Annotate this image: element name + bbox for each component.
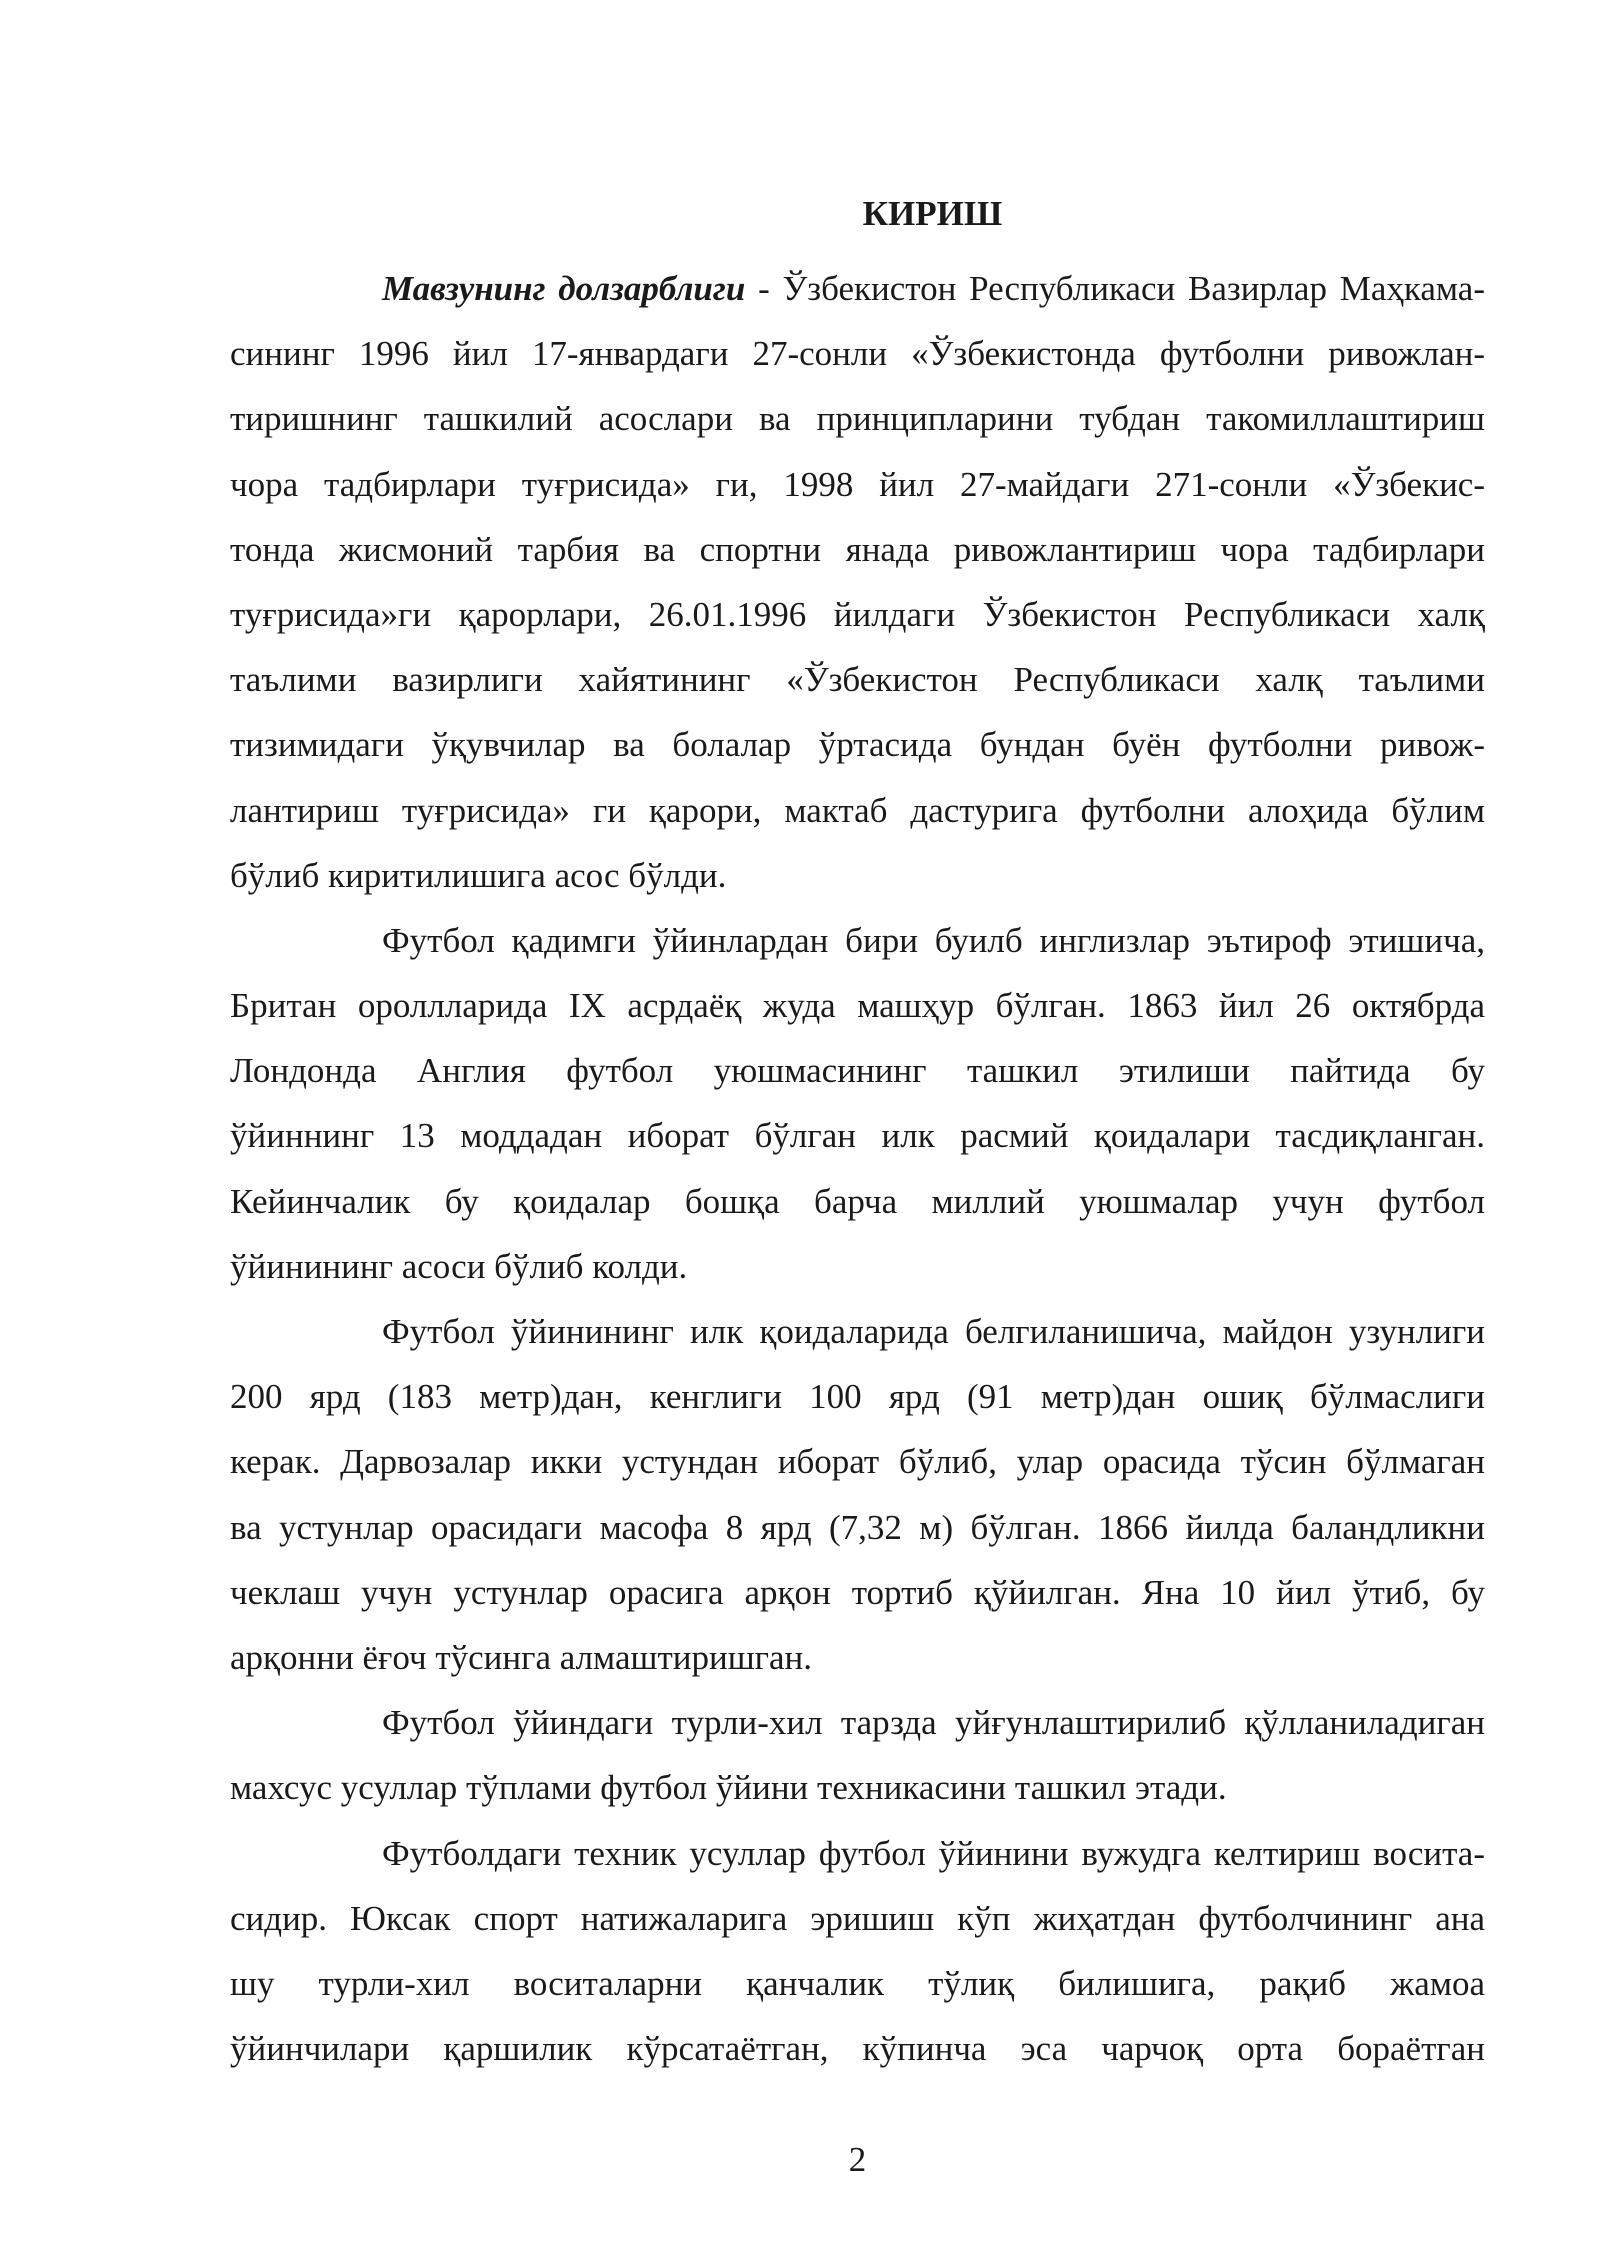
lead-phrase: Мавзунинг долзарблиги	[382, 269, 746, 308]
text-line	[230, 2016, 1485, 2081]
text-line	[230, 517, 1485, 582]
line-text: 200 ярд (183 метр)дан, кенглиги 100 ярд (91 метр)дан ошиқ бўлмаслиги	[230, 1377, 1485, 1417]
line-text: шу турли-хил воситаларни қанчалик тўлиқ билишига, рақиб жамоа	[230, 1963, 1485, 2003]
line-text: ўйинининг асоси бўлиб колди.	[230, 1246, 688, 1286]
line-text: арқонни ёғоч тўсинга алмаштиришган.	[230, 1637, 813, 1677]
line-text: сидир. Юксак спорт натижаларига эришиш кўп жиҳатдан футболчининг ана	[230, 1898, 1485, 1938]
body-text	[230, 256, 1485, 2081]
paragraph	[230, 1821, 1485, 2082]
text-line	[230, 1234, 1485, 1299]
text-line	[230, 1951, 1485, 2016]
text-line	[230, 1038, 1485, 1103]
line-text: - Ўзбекистон Республикаси Вазирлар Маҳкама-	[745, 269, 1485, 308]
paragraph	[230, 1690, 1485, 1820]
page-title: КИРИШ	[862, 194, 1003, 233]
paragraph	[230, 256, 1485, 908]
text-line	[230, 1103, 1485, 1168]
text-line	[230, 582, 1485, 647]
text-line	[230, 973, 1485, 1038]
text-line	[230, 1169, 1485, 1234]
line-text: тиришнинг ташкилий асослари ва принципларини тубдан такомиллаштириш	[230, 399, 1485, 439]
text-line	[230, 778, 1485, 843]
line-text: сининг 1996 йил 17-январдаги 27-сонли «Ўзбекистонда футболни ривожлан-	[230, 334, 1485, 374]
text-line	[230, 321, 1485, 386]
line-text: туғрисида»ги қарорлари, 26.01.1996 йилдаги Ўзбекистон Республикаси халқ	[230, 594, 1485, 634]
line-text: Футболдаги техник усуллар футбол ўйинини вужудга келтириш восита-	[382, 1833, 1485, 1873]
text-line	[230, 843, 1485, 908]
text-line	[230, 1625, 1485, 1690]
document-page	[230, 190, 1485, 2081]
line-text: Футбол қадимги ўйинлардан бири буилб инглизлар эътироф этишича,	[382, 920, 1485, 960]
line-text: ўйиннинг 13 моддадан иборат бўлган илк расмий қоидалари тасдиқланган.	[230, 1116, 1485, 1156]
text-line	[230, 1429, 1485, 1494]
line-text: махсус усуллар тўплами футбол ўйини техникасини ташкил этади.	[230, 1768, 1227, 1808]
text-line	[230, 1886, 1485, 1951]
paragraph	[230, 908, 1485, 1299]
text-line	[230, 1364, 1485, 1429]
line-text: керак. Дарвозалар икки устундан иборат бўлиб, улар орасида тўсин бўлмаган	[230, 1442, 1485, 1482]
text-line	[230, 1755, 1485, 1820]
line-text: лантириш туғрисида» ги қарори, мактаб дастурига футболни алоҳида бўлим	[230, 790, 1485, 830]
text-line	[230, 908, 1485, 973]
text-line	[230, 1690, 1485, 1755]
text-line	[230, 1821, 1485, 1886]
line-text: чеклаш учун устунлар орасига арқон тортиб қўйилган. Яна 10 йил ўтиб, бу	[230, 1572, 1485, 1612]
line-text: ва устунлар орасидаги масофа 8 ярд (7,32 м) бўлган. 1866 йилда баландликни	[230, 1507, 1485, 1547]
text-line	[230, 712, 1485, 777]
paragraph	[230, 1299, 1485, 1690]
text-line	[230, 1560, 1485, 1625]
line-text: Кейинчалик бу қоидалар бошқа барча миллий уюшмалар учун футбол	[230, 1181, 1485, 1221]
page-number: 2	[848, 2140, 867, 2179]
line-text: таълими вазирлиги хайятининг «Ўзбекистон Республикаси халқ таълими	[230, 660, 1485, 700]
line-text: Футбол ўйиндаги турли-хил тарзда уйғунлаштирилиб қўлланиладиган	[382, 1703, 1485, 1743]
line-text: чора тадбирлари туғрисида» ги, 1998 йил 27-майдаги 271-сонли «Ўзбекис-	[230, 464, 1485, 504]
text-line	[230, 386, 1485, 451]
text-line	[230, 256, 1485, 321]
line-text: тизимидаги ўқувчилар ва болалар ўртасида бундан буён футболни ривож-	[230, 725, 1485, 765]
line-text: Британ ороллларида IX асрдаёқ жуда машҳур бўлган. 1863 йил 26 октябрда	[230, 986, 1485, 1026]
text-line	[230, 452, 1485, 517]
line-text: тонда жисмоний тарбия ва спортни янада ривожлантириш чора тадбирлари	[230, 529, 1485, 569]
line-text: ўйинчилари қаршилик кўрсатаётган, кўпинча эса чарчоқ орта бораётган	[230, 2029, 1485, 2069]
text-line	[230, 647, 1485, 712]
line-text: бўлиб киритилишига асос бўлди.	[230, 855, 727, 895]
text-line	[230, 1495, 1485, 1560]
line-text: Лондонда Англия футбол уюшмасининг ташкил этилиши пайтида бу	[230, 1051, 1485, 1091]
line-text: Футбол ўйинининг илк қоидаларида белгиланишича, майдон узунлиги	[382, 1312, 1485, 1351]
text-line	[230, 1299, 1485, 1364]
